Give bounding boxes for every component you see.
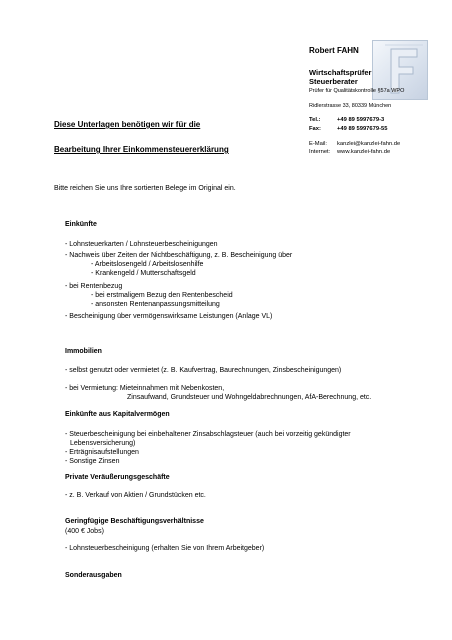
profession-line-2: Steuerberater xyxy=(309,76,358,86)
internet-link[interactable]: www.kanzlei-fahn.de xyxy=(337,149,391,155)
section-geringfuegig-title: Geringfügige Beschäftigungsverhältnisse xyxy=(65,518,204,525)
section-einkuenfte-title: Einkünfte xyxy=(65,221,97,228)
section-immobilien-title: Immobilien xyxy=(65,348,102,355)
list-item: - Arbeitslosengeld / Arbeitslosenhilfe xyxy=(91,261,204,268)
address: Ridlerstrasse 33, 80339 München xyxy=(309,103,392,109)
list-item: - Bescheinigung über vermögenswirksame Leistungen (Anlage VL) xyxy=(65,313,273,320)
phone-row xyxy=(309,117,384,123)
list-item: - Sonstige Zinsen xyxy=(65,458,120,465)
email-row xyxy=(309,141,400,147)
firm-name: Robert FAHN xyxy=(309,46,359,55)
list-item: - Steuerbescheinigung bei einbehaltener Zinsabschlagsteuer (auch bei vorzeitig gekündigter xyxy=(65,431,351,438)
list-item: - ansonsten Rentenanpassungsmitteilung xyxy=(91,301,220,308)
list-item: - bei Rentenbezug xyxy=(65,283,123,290)
document-title-line-1: Diese Unterlagen benötigen wir für die xyxy=(54,120,201,129)
fax-value: +49 89 5997679-55 xyxy=(337,126,388,132)
section-privat-title: Private Veräußerungsgeschäfte xyxy=(65,474,170,481)
list-item: - Krankengeld / Mutterschaftsgeld xyxy=(91,270,196,277)
internet-row xyxy=(309,149,390,155)
intro-text: Bitte reichen Sie uns Ihre sortierten Belege im Original ein. xyxy=(54,185,236,192)
internet-label: Internet: xyxy=(309,149,331,155)
profession xyxy=(309,69,379,86)
document-title-line-2: Bearbeitung Ihrer Einkommensteuererklärung xyxy=(54,145,229,154)
list-item: - Lohnsteuerbescheinigung (erhalten Sie von Ihrem Arbeitgeber) xyxy=(65,545,265,552)
list-item: - selbst genutzt oder vermietet (z. B. Kaufvertrag, Baurechnungen, Zinsbescheinigungen) xyxy=(65,367,342,374)
qualification: Prüfer für Qualitätskontrolle §57a WPO xyxy=(309,88,405,94)
email-link[interactable]: kanzlei@kanzlei-fahn.de xyxy=(337,141,401,147)
profession-line-1: Wirtschaftsprüfer xyxy=(309,68,372,77)
list-item: - Nachweis über Zeiten der Nichtbeschäftigung, z. B. Bescheinigung über xyxy=(65,252,293,259)
list-item: Zinsaufwand, Grundsteuer und Wohngeldabrechnungen, AfA-Berechnung, etc. xyxy=(127,394,372,401)
section-geringfuegig-subtitle: (400 € Jobs) xyxy=(65,528,104,535)
list-item: - bei erstmaligem Bezug den Rentenbescheid xyxy=(91,292,233,299)
section-sonderausgaben-title: Sonderausgaben xyxy=(65,572,122,579)
list-item: - z. B. Verkauf von Aktien / Grundstücken etc. xyxy=(65,492,206,499)
email-label: E-Mail: xyxy=(309,141,328,147)
list-item: - Erträgnisaufstellungen xyxy=(65,449,139,456)
section-kapital-title: Einkünfte aus Kapitalvermögen xyxy=(65,411,170,418)
fax-row xyxy=(309,126,387,132)
list-item: - bei Vermietung: Mieteinnahmen mit Nebenkosten, xyxy=(65,385,225,392)
fax-label: Fax: xyxy=(309,126,321,132)
phone-value: +49 89 5997679-3 xyxy=(337,117,385,123)
list-item: Lebensversicherung) xyxy=(70,440,136,447)
list-item: - Lohnsteuerkarten / Lohnsteuerbescheinigungen xyxy=(65,241,218,248)
phone-label: Tel.: xyxy=(309,117,321,123)
